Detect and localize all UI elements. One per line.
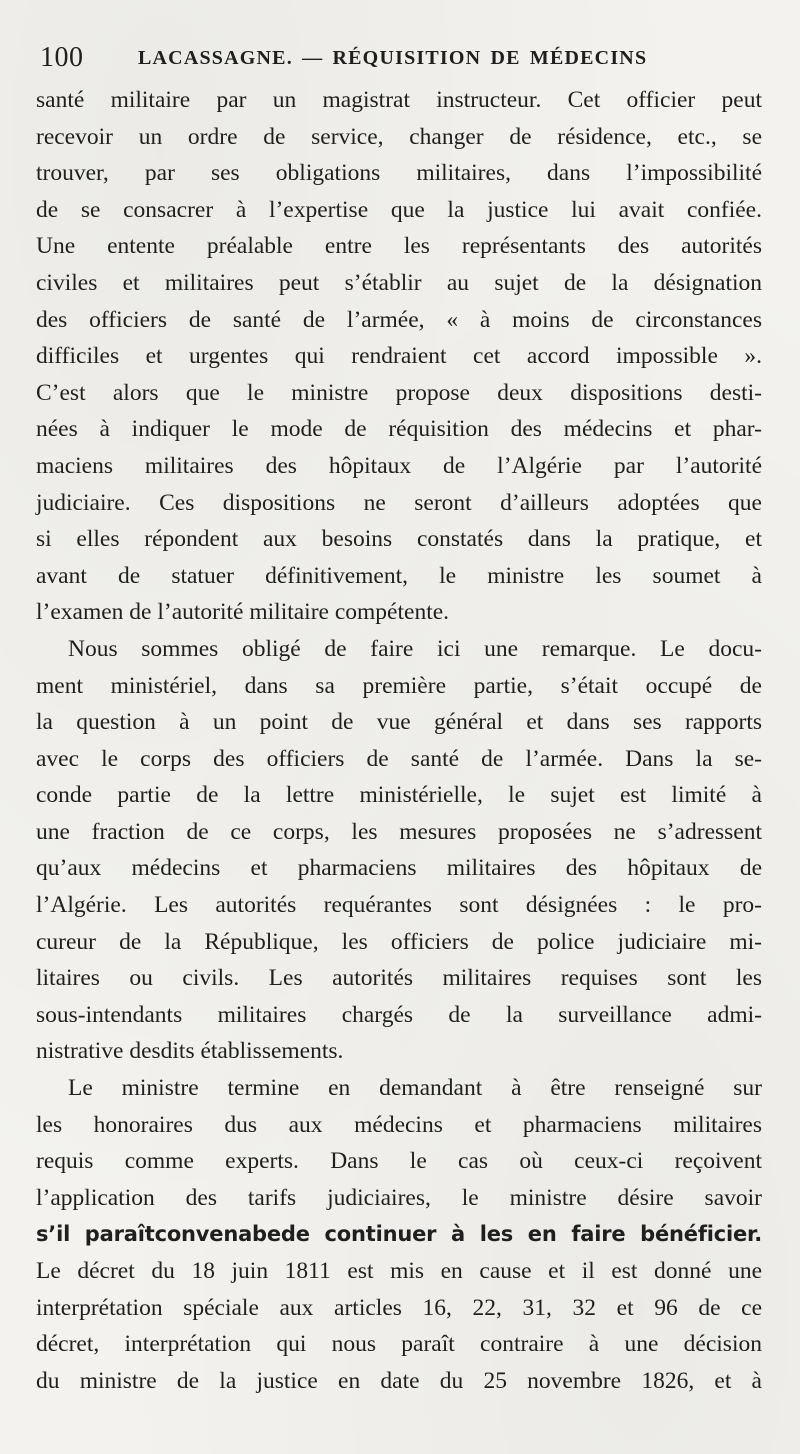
text-line: requis comme experts. Dans le cas où ceux-ci reçoivent — [36, 1148, 762, 1175]
text-line: maciens militaires des hôpitaux de l’Algérie par l’autorité — [36, 452, 762, 479]
text-line: des officiers de santé de l’armée, « à moins de circonstances — [36, 306, 762, 333]
text-line: litaires ou civils. Les autorités militaires requises sont les — [36, 965, 762, 992]
text-line: recevoir un ordre de service, changer de résidence, etc., se — [36, 123, 762, 150]
text-line: si elles répondent aux besoins constatés dans la pratique, et — [36, 526, 762, 553]
text-line: une fraction de ce corps, les mesures proposées ne s’adressent — [36, 818, 762, 845]
text-line: santé militaire par un magistrat instructeur. Cet officier peut — [36, 87, 762, 113]
body-text — [36, 82, 762, 1399]
text-line: l’Algérie. Les autorités requérantes sont désignées : le pro- — [36, 892, 762, 919]
text-line: conde partie de la lettre ministérielle, le sujet est limité à — [36, 782, 762, 809]
text-line: avant de statuer définitivement, le ministre les soumet à — [36, 562, 762, 589]
text-line: civiles et militaires peut s’établir au sujet de la désignation — [36, 269, 762, 296]
text-line: nistrative desdits établissements. — [36, 1038, 344, 1065]
text-line: décret, interprétation qui nous paraît contraire à une décision — [36, 1331, 762, 1358]
text-line: difficiles et urgentes qui rendraient cet accord impossible ». — [36, 343, 762, 370]
text-line: s’il paraîtconvenabede continuer à les en faire bénéficier. — [36, 1222, 762, 1247]
text-line: interprétation spéciale aux articles 16, 22, 31, 32 et 96 de ce — [36, 1294, 762, 1321]
text-line: ment ministériel, dans sa première partie, s’était occupé de — [36, 672, 762, 699]
text-line: la question à un point de vue général et dans ses rapports — [36, 709, 762, 736]
text-line: Une entente préalable entre les représentants des autorités — [36, 233, 762, 260]
text-line: C’est alors que le ministre propose deux dispositions desti- — [36, 379, 762, 406]
text-line: Le décret du 18 juin 1811 est mis en cause et il est donné une — [36, 1258, 762, 1284]
text-line: avec le corps des officiers de santé de l’armée. Dans la se- — [36, 745, 762, 772]
text-line: l’examen de l’autorité militaire compétente. — [36, 599, 450, 626]
running-head — [40, 38, 760, 78]
text-line: cureur de la République, les officiers de police judiciaire mi- — [36, 928, 762, 955]
text-line: Nous sommes obligé de faire ici une remarque. Le docu- — [68, 635, 762, 662]
text-line: nées à indiquer le mode de réquisition des médecins et phar- — [36, 416, 762, 443]
text-line: sous-intendants militaires chargés de la surveillance admi- — [36, 1001, 762, 1028]
text-line: du ministre de la justice en date du 25 novembre 1826, et à — [36, 1367, 762, 1394]
text-line: trouver, par ses obligations militaires, dans l’impossibilité — [36, 160, 762, 187]
page-number: 100 — [40, 42, 84, 73]
text-line: l’application des tarifs judiciaires, le ministre désire savoir — [36, 1184, 762, 1211]
text-line: de se consacrer à l’expertise que la justice lui avait confiée. — [36, 196, 762, 223]
text-line: judiciaire. Ces dispositions ne seront d’ailleurs adoptées que — [36, 489, 762, 516]
text-line: les honoraires dus aux médecins et pharmaciens militaires — [36, 1111, 762, 1138]
text-line: Le ministre termine en demandant à être renseigné sur — [68, 1075, 762, 1102]
running-title: LACASSAGNE. — RÉQUISITION DE MÉDECINS — [138, 47, 648, 69]
text-line: qu’aux médecins et pharmaciens militaires des hôpitaux de — [36, 855, 762, 882]
